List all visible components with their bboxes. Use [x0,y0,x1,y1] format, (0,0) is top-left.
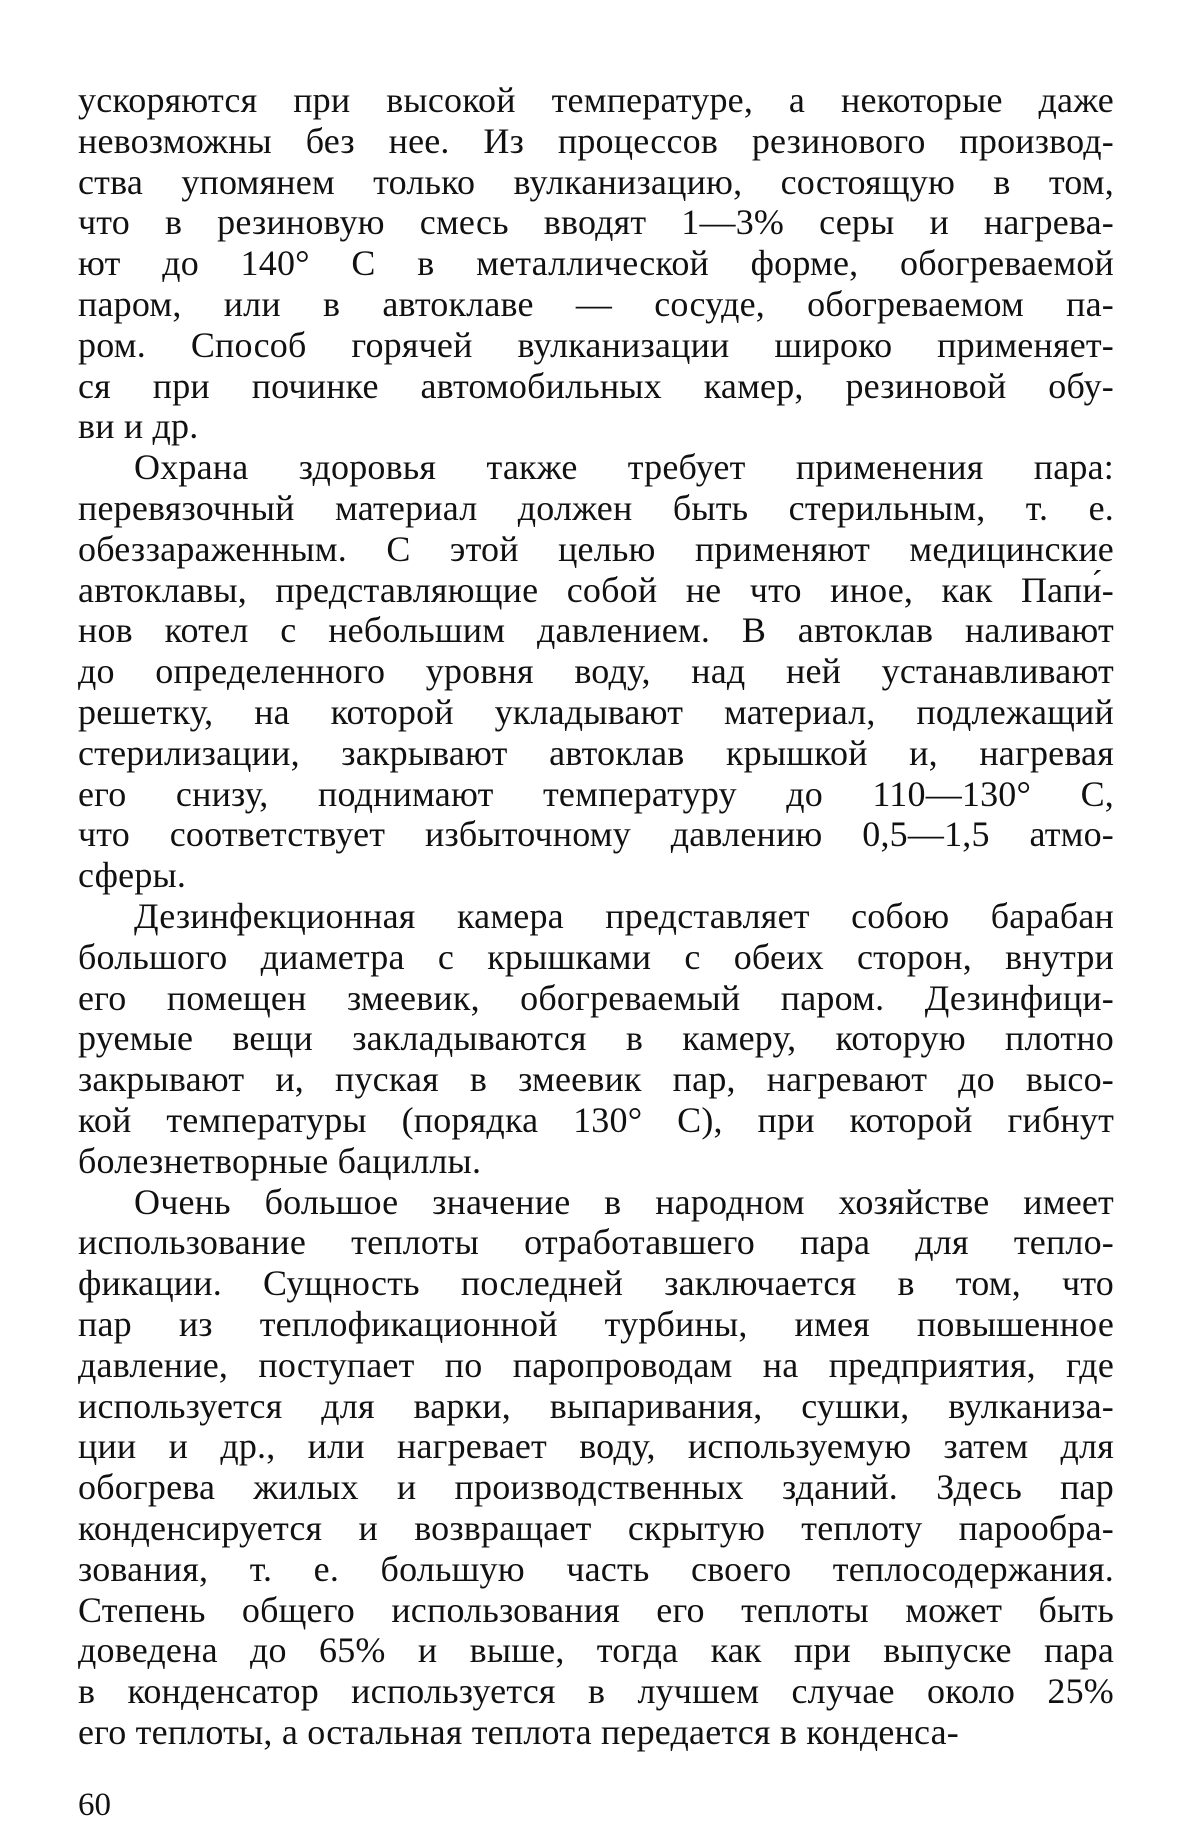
text-line: фикации. Сущность последней заключается в том, что [78,1263,1114,1303]
text-line: что соответствует избыточному давлению 0,5—1,5 атмо- [78,814,1114,854]
text-line: ства упомянем только вулканизацию, состоящую в том, [78,162,1114,202]
text-line: стерилизации, закрывают автоклав крышкой и, нагревая [78,733,1114,773]
text-line: нов котел с небольшим давлением. В автоклав наливают [78,610,1114,650]
text-line: невозможны без нее. Из процессов резинового производ- [78,121,1114,161]
text-line: сферы. [78,855,187,895]
text-line: ром. Способ горячей вулканизации широко применяет- [78,325,1114,365]
text-line: ви и др. [78,406,199,446]
text-line: в конденсатор используется в лучшем случае около 25% [78,1671,1114,1711]
text-line: обеззараженным. С этой целью применяют медицинские [78,529,1114,569]
text-line: перевязочный материал должен быть стерильным, т. е. [78,488,1114,528]
text-line: до определенного уровня воду, над ней устанавливают [78,651,1114,691]
text-line: Степень общего использования его теплоты может быть [78,1590,1114,1630]
text-line: пар из теплофикационной турбины, имея повышенное [78,1304,1114,1344]
text-line: Дезинфекционная камера представляет собою барабан [134,896,1114,936]
text-line: Охрана здоровья также требует применения пара: [134,447,1114,487]
text-line: использование теплоты отработавшего пара для тепло- [78,1222,1114,1262]
text-line: решетку, на которой укладывают материал, подлежащий [78,692,1114,732]
text-line: его теплоты, а остальная теплота передается в конденса- [78,1712,959,1752]
text-line: большого диаметра с крышками с обеих сторон, внутри [78,937,1114,977]
text-line: зования, т. е. большую часть своего теплосодержания. [78,1549,1114,1589]
text-line: болезнетворные бациллы. [78,1141,482,1181]
text-line: Очень большое значение в народном хозяйстве имеет [134,1182,1114,1222]
text-line: автоклавы, представляющие собой не что иное, как Папи́- [78,570,1114,610]
text-line: закрывают и, пуская в змеевик пар, нагревают до высо- [78,1059,1114,1099]
text-line: его снизу, поднимают температуру до 110—130° С, [78,774,1114,814]
text-line: кой температуры (порядка 130° С), при которой гибнут [78,1100,1114,1140]
text-line: обогрева жилых и производственных зданий. Здесь пар [78,1467,1114,1507]
text-line: паром, или в автоклаве — сосуде, обогреваемом па- [78,284,1114,324]
text-line: используется для варки, выпаривания, сушки, вулканиза- [78,1386,1114,1426]
text-line: доведена до 65% и выше, тогда как при выпуске пара [78,1630,1114,1670]
text-line: ют до 140° С в металлической форме, обогреваемой [78,243,1114,283]
text-line: что в резиновую смесь вводят 1—3% серы и нагрева- [78,202,1114,242]
text-line: руемые вещи закладываются в камеру, которую плотно [78,1018,1114,1058]
page-number: 60 [78,1787,111,1823]
text-line: конденсируется и возвращает скрытую теплоту парообра- [78,1508,1114,1548]
text-line: ускоряются при высокой температуре, а некоторые даже [78,80,1114,120]
text-line: его помещен змеевик, обогреваемый паром. Дезинфици- [78,978,1114,1018]
text-line: ся при починке автомобильных камер, резиновой обу- [78,366,1114,406]
text-line: ции и др., или нагревает воду, используемую затем для [78,1426,1114,1466]
text-line: давление, поступает по паропроводам на предприятия, где [78,1345,1114,1385]
